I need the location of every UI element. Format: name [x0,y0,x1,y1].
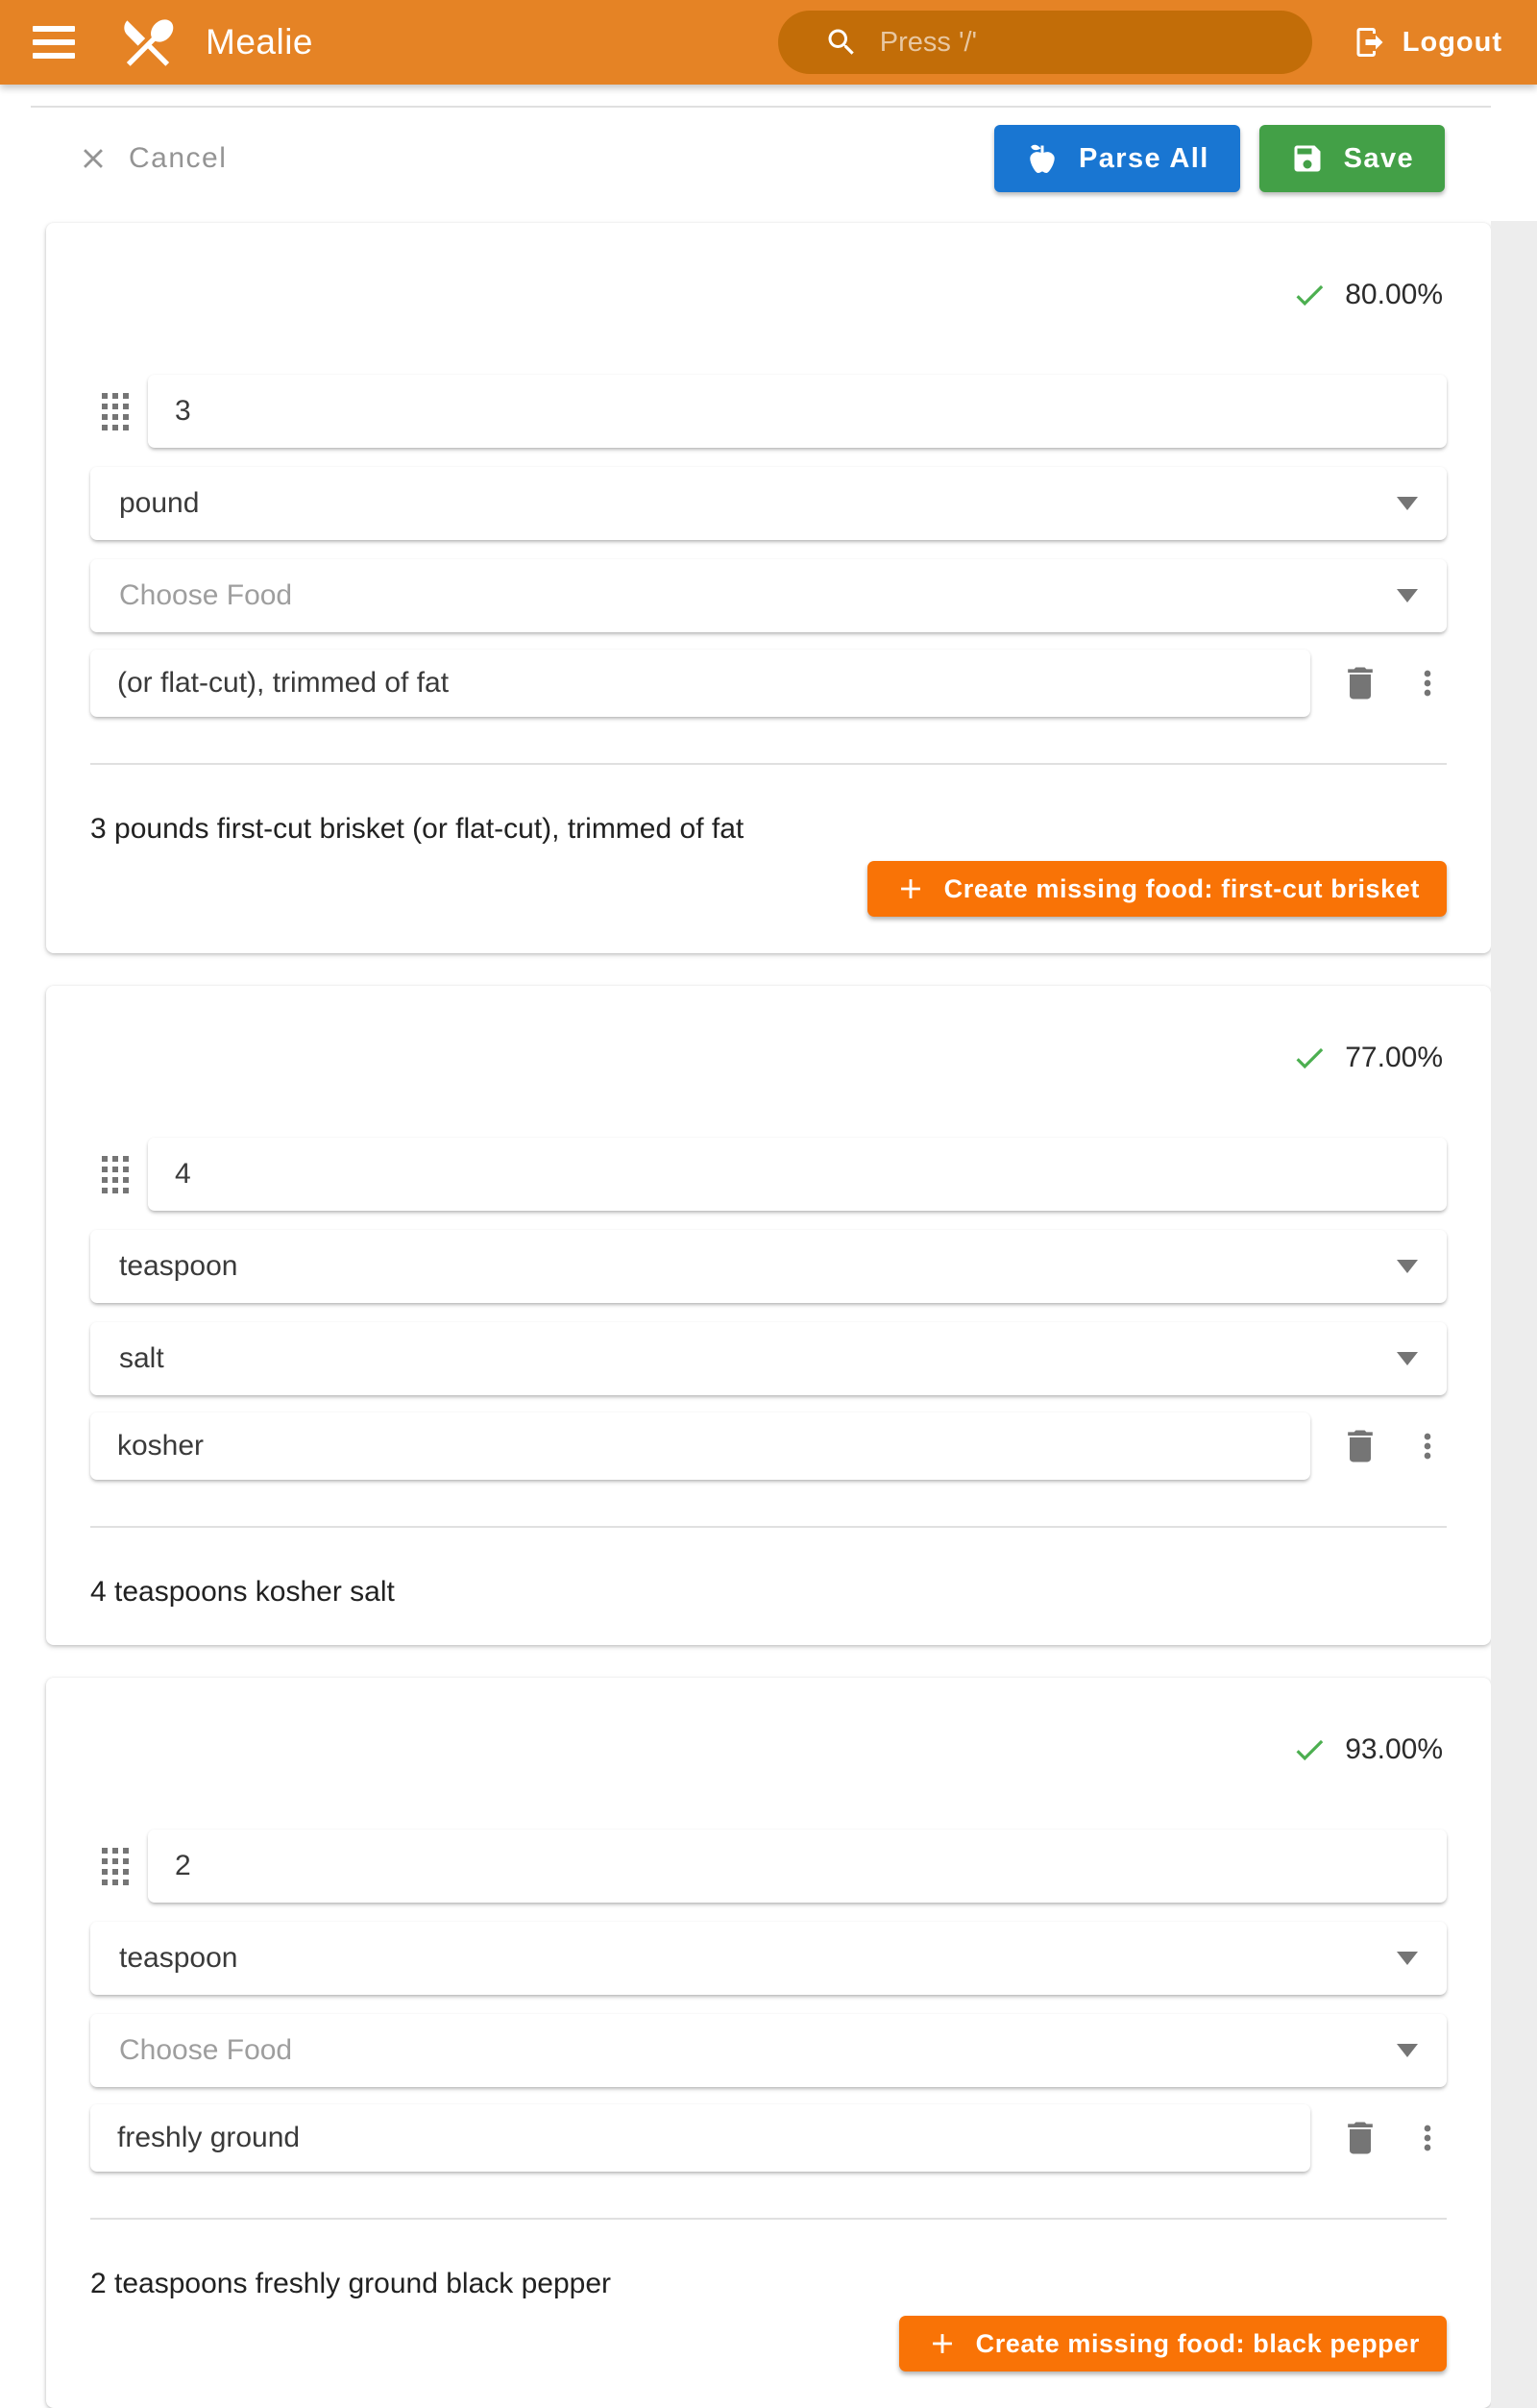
editor-toolbar [46,108,1491,215]
save-button[interactable] [1259,125,1445,192]
unit-value: pound [119,487,200,519]
plus-icon [926,2327,959,2360]
note-input[interactable] [90,650,1310,717]
kebab-icon [1408,1427,1447,1465]
check-icon [1291,1732,1328,1768]
apple-icon [1025,141,1060,176]
cancel-label: Cancel [129,142,228,174]
scrollbar[interactable] [1491,221,1537,2408]
create-missing-food-label: Create missing food: black pepper [975,2328,1420,2358]
parse-all-button[interactable] [994,125,1240,192]
food-select[interactable] [90,559,1447,632]
save-icon [1290,141,1325,176]
logout-button[interactable] [1347,24,1508,61]
app-title: Mealie [206,22,313,61]
kebab-icon [1408,2119,1447,2157]
trash-icon [1339,662,1381,704]
search-input[interactable] [878,26,1283,60]
food-value: Choose Food [119,579,293,611]
drag-handle-icon[interactable] [102,1156,129,1193]
menu-icon[interactable] [33,26,75,59]
unit-select[interactable] [90,1922,1447,1995]
delete-ingredient-button[interactable] [1339,1425,1381,1467]
delete-ingredient-button[interactable] [1339,662,1381,704]
check-icon [1291,1040,1328,1076]
chevron-down-icon [1397,589,1418,602]
card-divider [90,763,1447,765]
search-bar[interactable] [778,11,1312,74]
kebab-icon [1408,664,1447,702]
original-ingredient-text: 2 teaspoons freshly ground black pepper [90,2268,612,2299]
chevron-down-icon [1397,1352,1418,1365]
chevron-down-icon [1397,1952,1418,1965]
app-bar [0,0,1537,85]
create-missing-food-button[interactable] [899,2316,1447,2371]
more-options-button[interactable] [1408,2119,1447,2157]
create-missing-food-label: Create missing food: first-cut brisket [943,873,1420,903]
note-input[interactable] [90,1413,1310,1480]
food-select[interactable] [90,1322,1447,1395]
food-value: salt [119,1342,164,1374]
confidence-value: 93.00% [1345,1733,1443,1765]
trash-icon [1339,1425,1381,1467]
logout-label: Logout [1402,26,1502,58]
save-label: Save [1343,142,1414,174]
ingredient-card [46,1678,1491,2408]
original-ingredient-text: 4 teaspoons kosher salt [90,1576,395,1608]
drag-handle-icon[interactable] [102,1848,129,1885]
create-missing-food-button[interactable] [867,861,1447,917]
unit-value: teaspoon [119,1942,238,1974]
confidence-row [90,277,1443,313]
logout-icon [1353,25,1387,60]
card-divider [90,1526,1447,1528]
quantity-input[interactable] [148,1830,1447,1903]
more-options-button[interactable] [1408,1427,1447,1465]
search-icon [824,25,859,60]
drag-handle-icon[interactable] [102,393,129,430]
unit-value: teaspoon [119,1250,238,1282]
more-options-button[interactable] [1408,664,1447,702]
quantity-input[interactable] [148,1138,1447,1211]
plus-icon [894,872,927,905]
unit-select[interactable] [90,467,1447,540]
food-select[interactable] [90,2014,1447,2087]
card-divider [90,2218,1447,2220]
ingredient-card [46,986,1491,1645]
trash-icon [1339,2117,1381,2159]
food-value: Choose Food [119,2034,293,2066]
chevron-down-icon [1397,2044,1418,2057]
chevron-down-icon [1397,1260,1418,1273]
silverware-icon [117,12,179,73]
confidence-value: 80.00% [1345,279,1443,310]
cancel-button[interactable] [71,141,232,176]
original-ingredient-text: 3 pounds first-cut brisket (or flat-cut), trimmed of fat [90,813,744,845]
confidence-row [90,1732,1443,1768]
quantity-input[interactable] [148,375,1447,448]
delete-ingredient-button[interactable] [1339,2117,1381,2159]
close-icon [77,142,110,175]
unit-select[interactable] [90,1230,1447,1303]
ingredient-card [46,223,1491,953]
confidence-row [90,1040,1443,1076]
parse-all-label: Parse All [1079,142,1209,174]
check-icon [1291,277,1328,313]
note-input[interactable] [90,2104,1310,2172]
confidence-value: 77.00% [1345,1042,1443,1073]
chevron-down-icon [1397,497,1418,510]
